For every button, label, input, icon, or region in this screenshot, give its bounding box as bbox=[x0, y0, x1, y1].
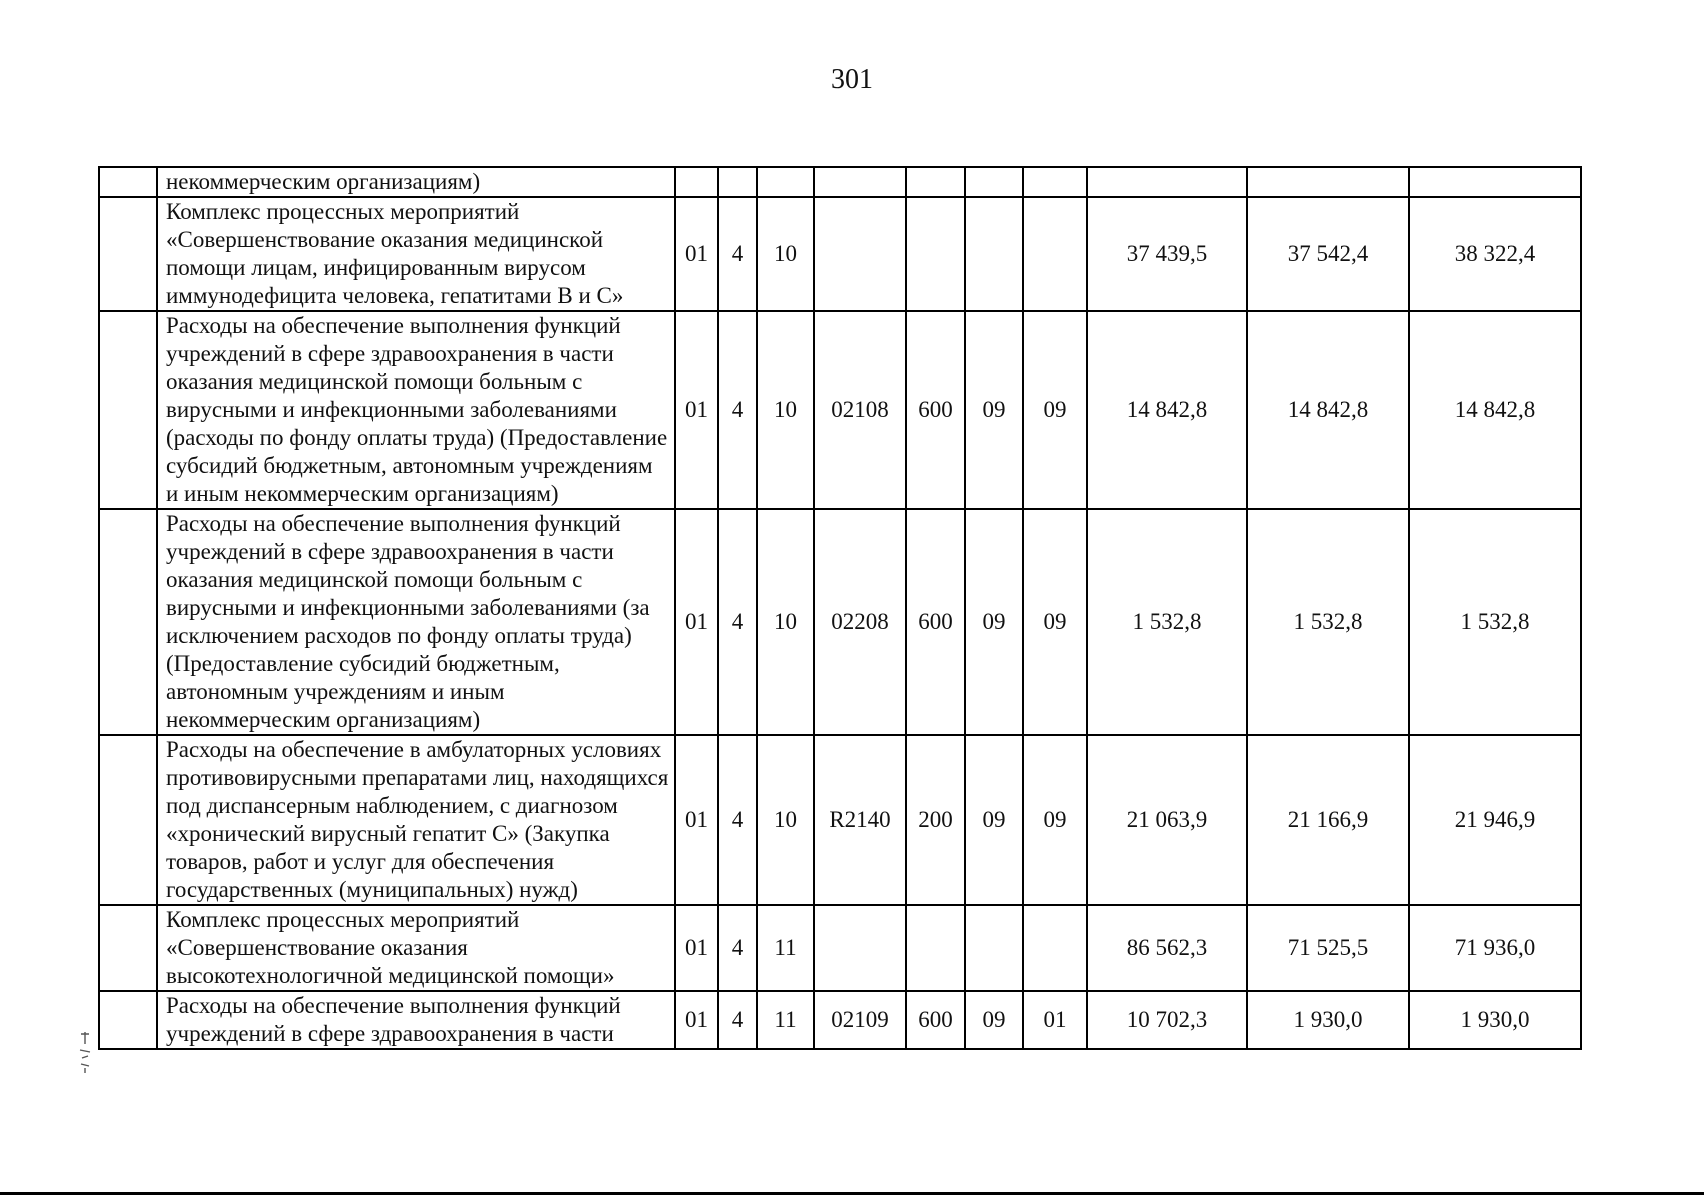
table-row bbox=[99, 311, 1581, 509]
code-cell: 600 bbox=[906, 509, 965, 735]
margin-stamp-mark bbox=[78, 1030, 92, 1074]
code-cell: 02109 bbox=[814, 991, 906, 1049]
table-row bbox=[99, 905, 1581, 991]
code-cell: 11 bbox=[757, 991, 814, 1049]
code-cell: 4 bbox=[718, 905, 757, 991]
code-cell: 10 bbox=[757, 311, 814, 509]
code-cell bbox=[814, 167, 906, 197]
code-cell: 4 bbox=[718, 197, 757, 311]
code-cell: 01 bbox=[675, 197, 718, 311]
description-cell: Комплекс процессных мероприятий «Совершенствование оказания высокотехнологичной медицинской помощи» bbox=[157, 905, 675, 991]
amount-cell bbox=[1409, 167, 1581, 197]
page-bottom-rule bbox=[0, 1192, 1704, 1195]
amount-cell: 86 562,3 bbox=[1087, 905, 1247, 991]
code-cell: 01 bbox=[675, 509, 718, 735]
code-cell: 10 bbox=[757, 197, 814, 311]
code-cell bbox=[757, 167, 814, 197]
amount-cell: 1 532,8 bbox=[1087, 509, 1247, 735]
code-cell bbox=[965, 905, 1023, 991]
description-cell: Комплекс процессных мероприятий «Совершенствование оказания медицинской помощи лицам, инфицированным вирусом иммунодефицита человека, гепатитами В и С» bbox=[157, 197, 675, 311]
code-cell: 09 bbox=[1023, 311, 1087, 509]
code-cell bbox=[1023, 905, 1087, 991]
code-cell: 01 bbox=[675, 991, 718, 1049]
code-cell: 01 bbox=[675, 905, 718, 991]
amount-cell: 71 525,5 bbox=[1247, 905, 1409, 991]
code-cell bbox=[814, 197, 906, 311]
description-cell: Расходы на обеспечение в амбулаторных условиях противовирусными препаратами лиц, находящихся под диспансерным наблюдением, с диагнозом «хронический вирусный гепатит С» (Закупка товаров, работ и услуг для обеспечения государственных (муниципальных) нужд) bbox=[157, 735, 675, 905]
row-number-cell bbox=[99, 311, 157, 509]
budget-table bbox=[98, 166, 1582, 1050]
code-cell: 10 bbox=[757, 735, 814, 905]
description-cell: некоммерческим организациям) bbox=[157, 167, 675, 197]
row-number-cell bbox=[99, 991, 157, 1049]
amount-cell: 21 166,9 bbox=[1247, 735, 1409, 905]
code-cell: 02208 bbox=[814, 509, 906, 735]
code-cell bbox=[675, 167, 718, 197]
amount-cell: 71 936,0 bbox=[1409, 905, 1581, 991]
amount-cell: 21 946,9 bbox=[1409, 735, 1581, 905]
table-row bbox=[99, 509, 1581, 735]
amount-cell: 37 542,4 bbox=[1247, 197, 1409, 311]
code-cell: 09 bbox=[1023, 735, 1087, 905]
code-cell bbox=[965, 167, 1023, 197]
amount-cell: 10 702,3 bbox=[1087, 991, 1247, 1049]
amount-cell: 14 842,8 bbox=[1087, 311, 1247, 509]
row-number-cell bbox=[99, 197, 157, 311]
table-row bbox=[99, 991, 1581, 1049]
code-cell: 09 bbox=[965, 991, 1023, 1049]
code-cell: 01 bbox=[675, 311, 718, 509]
amount-cell: 1 532,8 bbox=[1247, 509, 1409, 735]
code-cell: 09 bbox=[965, 311, 1023, 509]
description-cell: Расходы на обеспечение выполнения функций учреждений в сфере здравоохранения в части оказания медицинской помощи больным с вирусными и инфекционными заболеваниями (расходы по фонду оплаты труда) (Предоставление субсидий бюджетным, автономным учреждениям и иным некоммерческим организациям) bbox=[157, 311, 675, 509]
code-cell: 600 bbox=[906, 991, 965, 1049]
row-number-cell bbox=[99, 905, 157, 991]
amount-cell: 1 532,8 bbox=[1409, 509, 1581, 735]
code-cell bbox=[814, 905, 906, 991]
row-number-cell bbox=[99, 167, 157, 197]
code-cell: 4 bbox=[718, 311, 757, 509]
code-cell: 200 bbox=[906, 735, 965, 905]
code-cell: 09 bbox=[965, 509, 1023, 735]
code-cell: 11 bbox=[757, 905, 814, 991]
code-cell: 10 bbox=[757, 509, 814, 735]
table-row bbox=[99, 735, 1581, 905]
code-cell bbox=[965, 197, 1023, 311]
amount-cell: 1 930,0 bbox=[1247, 991, 1409, 1049]
description-cell: Расходы на обеспечение выполнения функций учреждений в сфере здравоохранения в части bbox=[157, 991, 675, 1049]
code-cell: R2140 bbox=[814, 735, 906, 905]
description-cell: Расходы на обеспечение выполнения функций учреждений в сфере здравоохранения в части оказания медицинской помощи больным с вирусными и инфекционными заболеваниями (за исключением расходов по фонду оплаты труда) (Предоставление субсидий бюджетным, автономным учреждениям и иным некоммерческим организациям) bbox=[157, 509, 675, 735]
code-cell bbox=[1023, 197, 1087, 311]
page-number: 301 bbox=[831, 64, 873, 95]
code-cell: 4 bbox=[718, 735, 757, 905]
amount-cell: 14 842,8 bbox=[1247, 311, 1409, 509]
amount-cell: 1 930,0 bbox=[1409, 991, 1581, 1049]
row-number-cell bbox=[99, 509, 157, 735]
amount-cell bbox=[1247, 167, 1409, 197]
code-cell: 09 bbox=[965, 735, 1023, 905]
code-cell: 02108 bbox=[814, 311, 906, 509]
code-cell bbox=[906, 197, 965, 311]
code-cell: 600 bbox=[906, 311, 965, 509]
row-number-cell bbox=[99, 735, 157, 905]
code-cell bbox=[906, 905, 965, 991]
code-cell: 01 bbox=[1023, 991, 1087, 1049]
amount-cell: 38 322,4 bbox=[1409, 197, 1581, 311]
table-row bbox=[99, 197, 1581, 311]
code-cell: 4 bbox=[718, 509, 757, 735]
code-cell: 09 bbox=[1023, 509, 1087, 735]
table-row bbox=[99, 167, 1581, 197]
amount-cell: 21 063,9 bbox=[1087, 735, 1247, 905]
code-cell bbox=[906, 167, 965, 197]
code-cell: 4 bbox=[718, 991, 757, 1049]
amount-cell bbox=[1087, 167, 1247, 197]
code-cell: 01 bbox=[675, 735, 718, 905]
code-cell bbox=[1023, 167, 1087, 197]
code-cell bbox=[718, 167, 757, 197]
amount-cell: 37 439,5 bbox=[1087, 197, 1247, 311]
amount-cell: 14 842,8 bbox=[1409, 311, 1581, 509]
